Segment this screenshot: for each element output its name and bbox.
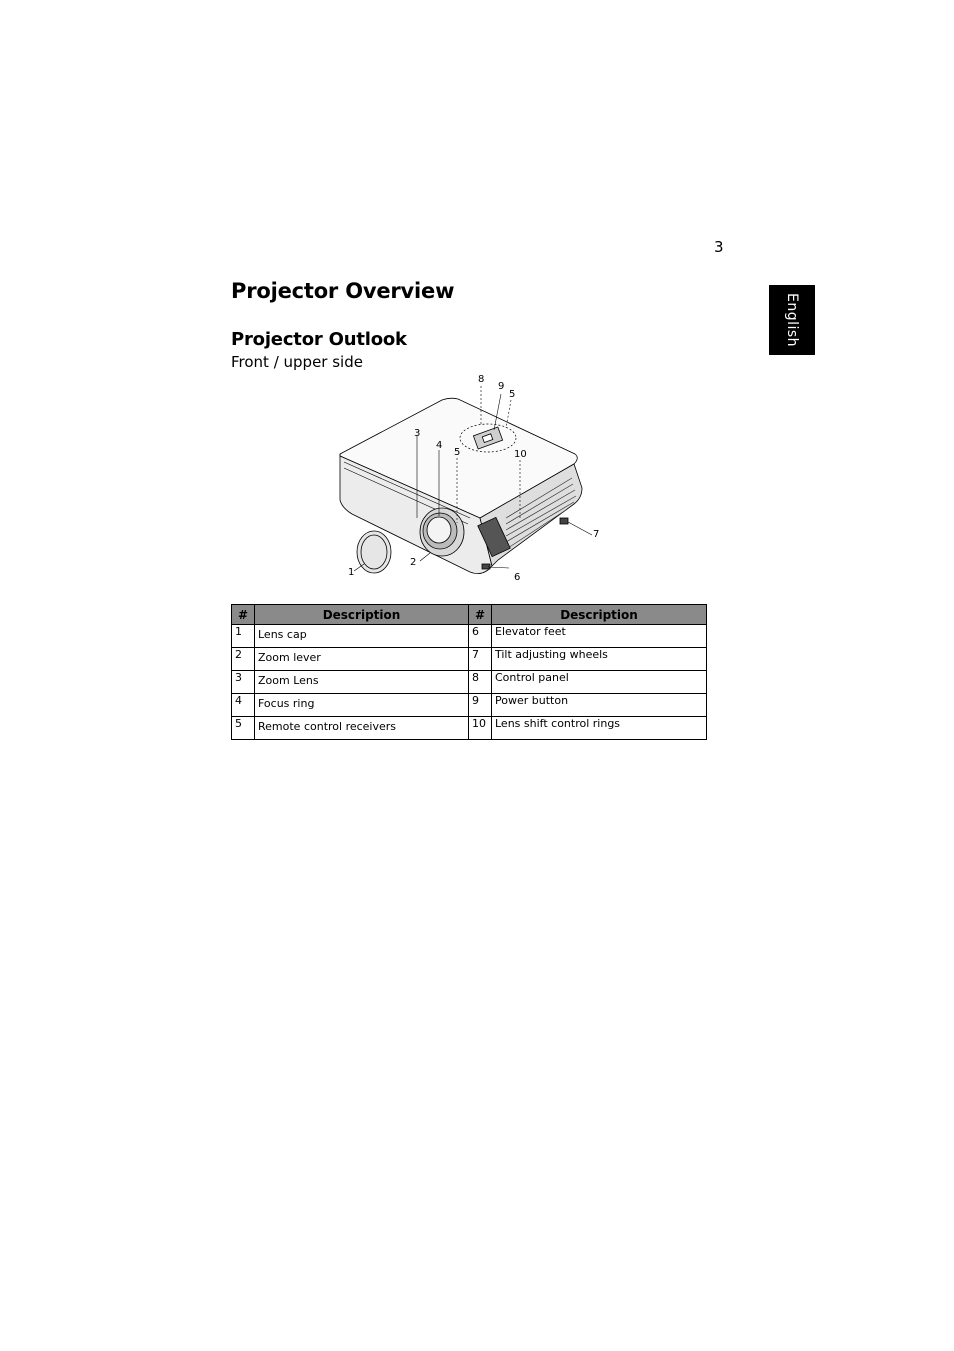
cell-number: 2 [232,648,255,671]
cell-number: 1 [232,625,255,648]
cell-description: Zoom lever [255,648,469,671]
cell-number: 5 [232,717,255,740]
cell-number: 8 [469,671,492,694]
cell-number: 4 [232,694,255,717]
header-number-right: # [469,605,492,625]
callout-2: 2 [410,557,417,568]
callout-5-top: 5 [509,389,516,400]
callout-5-front: 5 [454,447,461,458]
zoom-lens [427,517,451,543]
callout-7: 7 [593,529,600,540]
callout-3: 3 [414,428,421,439]
lens-cap [357,531,391,573]
cell-number: 7 [469,648,492,671]
parts-table [231,604,707,740]
header-description-right: Description [492,605,707,625]
page-number: 3 [714,238,724,256]
cell-description: Tilt adjusting wheels [492,648,707,671]
table-row [232,671,707,694]
cell-number: 10 [469,717,492,740]
cell-description: Remote control receivers [255,717,469,740]
cell-description: Lens cap [255,625,469,648]
elevator-foot [482,564,490,569]
projector-illustration [330,368,630,586]
tilt-wheel [560,518,568,524]
table-row [232,648,707,671]
cell-number: 3 [232,671,255,694]
cell-description: Zoom Lens [255,671,469,694]
table-row [232,625,707,648]
cell-description: Control panel [492,671,707,694]
cell-number: 6 [469,625,492,648]
callout-9: 9 [498,381,505,392]
header-description-left: Description [255,605,469,625]
table-row [232,717,707,740]
subsection-heading: Front / upper side [231,353,363,371]
cell-description: Focus ring [255,694,469,717]
callout-8: 8 [478,374,485,385]
callout-1: 1 [348,567,355,578]
language-tab [769,285,815,355]
language-tab-label: English [784,292,800,348]
header-number-left: # [232,605,255,625]
cell-description: Elevator feet [492,625,707,648]
callout-6: 6 [514,572,521,583]
table-row [232,694,707,717]
page-title: Projector Overview [231,279,455,303]
cell-description: Power button [492,694,707,717]
cell-number: 9 [469,694,492,717]
cell-description: Lens shift control rings [492,717,707,740]
section-heading: Projector Outlook [231,329,407,350]
callout-4: 4 [436,440,443,451]
callout-10: 10 [514,449,527,460]
table-header-row [232,605,707,625]
